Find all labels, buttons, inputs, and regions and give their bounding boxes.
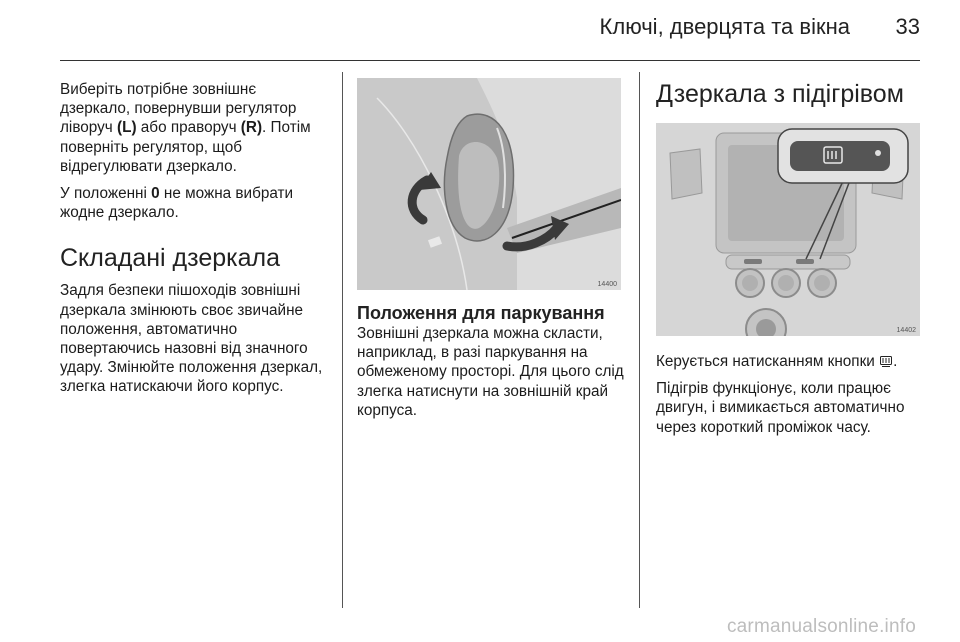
- column-1: [60, 80, 330, 405]
- column-divider-left: [342, 72, 343, 608]
- mirror-select-paragraph: [60, 80, 330, 176]
- mirror-folding-illustration: [357, 78, 621, 290]
- column-2: [357, 78, 625, 428]
- text-span: Виберіть потрібне зовнішнє дзеркало, повернувши регулятор ліворуч: [60, 81, 297, 137]
- header-divider: [60, 60, 920, 61]
- text-span: . Потім поверніть регулятор, щоб відрегулювати дзеркало.: [60, 119, 311, 175]
- folding-mirrors-heading: Складані дзеркала: [60, 244, 281, 273]
- zero-position-label: 0: [151, 185, 160, 203]
- heated-function-paragraph: Підігрів функціонує, коли працює двигун, і вимикається автоматично через короткий проміжок часу.: [656, 380, 905, 436]
- heated-mirrors-heading: Дзеркала з підігрівом: [656, 80, 904, 108]
- dashboard-drawing: [656, 123, 920, 336]
- column-3: [656, 78, 920, 445]
- page-number: 33: [895, 14, 920, 39]
- rear-defrost-icon: [879, 354, 893, 368]
- text-span: Керується натисканням кнопки: [656, 353, 880, 370]
- figure-id: 14402: [896, 327, 916, 334]
- heated-button-paragraph: [656, 352, 920, 371]
- parking-position-paragraph: Зовнішні дзеркала можна скласти, наприклад, в разі паркування на обмеженому просторі. Для цього слід злегка натиснути на зовнішній край корпуса.: [357, 325, 624, 419]
- parking-position-heading: Положення для паркування: [357, 303, 605, 323]
- right-mirror-label: (R): [240, 119, 263, 137]
- left-mirror-label: (L): [117, 119, 137, 137]
- text-span: У положенні: [60, 185, 152, 203]
- text-span: або праворуч: [136, 119, 241, 137]
- mirror-folding-drawing: [357, 78, 621, 290]
- running-header-title: Ключі, дверцята та вікна: [599, 14, 850, 39]
- heated-mirror-button-illustration: [656, 123, 920, 336]
- folding-mirrors-paragraph: Задля безпеки пішоходів зовнішні дзеркала змінюють своє звичайне положення, автоматично повертаючись назовні від значного удару. Змінюйте положення дзеркал, злегка натискаючи його корпус.: [60, 282, 323, 396]
- text-span: не можна вибрати жодне дзеркало.: [60, 185, 294, 222]
- figure-id: 14400: [597, 281, 617, 288]
- zero-position-paragraph: [60, 184, 330, 222]
- text-span: .: [893, 353, 898, 370]
- watermark: carmanualsonline.info: [726, 616, 916, 637]
- column-divider-right: [639, 72, 640, 608]
